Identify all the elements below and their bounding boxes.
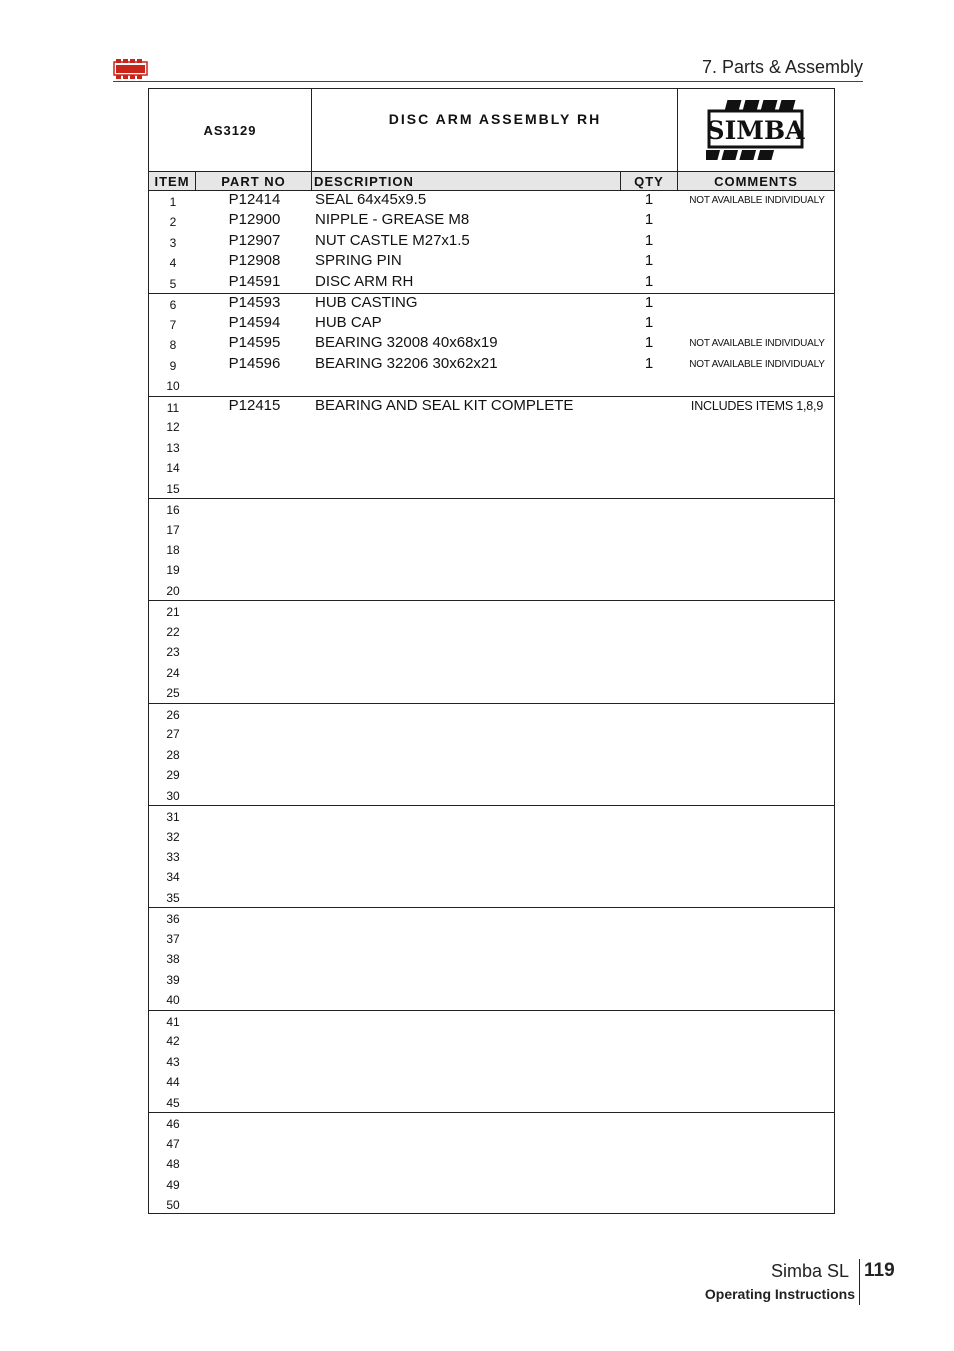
part-description: SPRING PIN xyxy=(315,252,402,270)
part-description: BEARING 32206 30x62x21 xyxy=(315,354,498,372)
table-row xyxy=(149,1092,834,1112)
item-number: 33 xyxy=(166,850,180,864)
part-quantity: 1 xyxy=(644,252,654,270)
table-row xyxy=(149,641,834,661)
table-row xyxy=(149,907,834,927)
part-description: BEARING 32008 40x68x19 xyxy=(315,334,498,352)
table-row xyxy=(149,1010,834,1030)
item-number: 3 xyxy=(169,235,177,250)
item-number: 34 xyxy=(166,870,180,885)
item-number: 30 xyxy=(166,788,180,803)
part-number: P12900 xyxy=(228,211,281,229)
item-number: 20 xyxy=(166,583,180,598)
table-row xyxy=(149,928,834,948)
item-number: 26 xyxy=(166,707,180,722)
table-row xyxy=(149,744,834,764)
table-row xyxy=(149,948,834,968)
part-description: HUB CAP xyxy=(315,313,382,331)
section-title: 7. Parts & Assembly xyxy=(701,57,863,77)
part-description: SEAL 64x45x9.5 xyxy=(315,191,427,208)
table-row xyxy=(149,375,834,395)
part-number: P14596 xyxy=(228,354,281,372)
logo-wordmark: SIMBA xyxy=(706,116,805,145)
item-number: 45 xyxy=(166,1095,180,1110)
item-number: 35 xyxy=(166,890,180,905)
item-number: 29 xyxy=(166,768,180,783)
table-row xyxy=(149,1112,834,1132)
part-number: P14593 xyxy=(228,294,281,312)
item-number: 31 xyxy=(166,810,180,825)
item-number: 50 xyxy=(166,1197,180,1212)
col-item: ITEM xyxy=(149,172,196,190)
item-number: 10 xyxy=(166,379,180,394)
table-row xyxy=(149,498,834,518)
item-number: 25 xyxy=(166,686,180,701)
part-number: P14591 xyxy=(228,272,281,290)
footer-brand: Simba SL xyxy=(771,1261,850,1281)
table-row xyxy=(149,805,834,825)
col-qty: QTY xyxy=(621,172,678,190)
item-number: 28 xyxy=(166,747,180,762)
table-row xyxy=(149,478,834,498)
part-quantity: 1 xyxy=(644,272,654,290)
table-row xyxy=(149,1071,834,1091)
part-quantity: 1 xyxy=(644,191,654,208)
table-row xyxy=(149,1051,834,1071)
table-row xyxy=(149,723,834,743)
item-number: 23 xyxy=(166,645,180,660)
item-number: 1 xyxy=(169,195,177,209)
item-number: 21 xyxy=(166,605,180,620)
item-number: 39 xyxy=(166,972,180,987)
title-band xyxy=(149,89,834,171)
col-part-no: PART NO xyxy=(196,172,312,190)
part-description: BEARING AND SEAL KIT COMPLETE xyxy=(315,396,574,414)
part-number: P12907 xyxy=(228,231,281,249)
item-number: 32 xyxy=(166,829,180,844)
table-row xyxy=(149,191,834,211)
part-quantity: 1 xyxy=(644,334,654,352)
part-number: P14595 xyxy=(228,334,281,352)
item-number: 40 xyxy=(166,993,180,1008)
part-number: P12415 xyxy=(228,396,281,414)
item-number: 27 xyxy=(166,727,180,742)
table-row xyxy=(149,519,834,539)
part-comment: NOT AVAILABLE INDIVIDUALY xyxy=(689,358,825,370)
table-row xyxy=(149,580,834,600)
item-number: 9 xyxy=(169,358,177,373)
part-quantity: 1 xyxy=(644,211,654,229)
item-number: 46 xyxy=(166,1117,180,1132)
table-row xyxy=(149,887,834,907)
item-number: 47 xyxy=(166,1136,180,1151)
table-row xyxy=(149,539,834,559)
part-quantity: 1 xyxy=(644,313,654,331)
column-header-row xyxy=(149,171,834,191)
item-number: 19 xyxy=(166,563,180,578)
item-number: 38 xyxy=(166,952,180,967)
table-row xyxy=(149,785,834,805)
item-number: 6 xyxy=(169,298,177,313)
item-number: 49 xyxy=(166,1177,180,1192)
item-number: 12 xyxy=(166,420,180,435)
item-number: 17 xyxy=(166,522,180,537)
part-number: P12908 xyxy=(228,252,281,270)
part-description: NIPPLE - GREASE M8 xyxy=(315,211,470,229)
table-row xyxy=(149,600,834,620)
col-comments: COMMENTS xyxy=(714,174,798,189)
item-number: 8 xyxy=(169,338,177,353)
item-number: 43 xyxy=(166,1054,180,1069)
part-description: DISC ARM RH xyxy=(315,272,414,290)
item-number: 5 xyxy=(169,276,177,291)
table-row xyxy=(149,764,834,784)
item-number: 18 xyxy=(166,542,180,557)
table-row xyxy=(149,1030,834,1050)
table-row xyxy=(149,682,834,702)
header-divider xyxy=(113,81,863,82)
part-quantity: 1 xyxy=(644,294,654,312)
footer-subtitle: Operating Instructions xyxy=(704,1286,855,1302)
table-row xyxy=(149,1194,834,1214)
part-number: P12414 xyxy=(228,191,281,208)
item-number: 22 xyxy=(166,624,180,639)
part-description: HUB CASTING xyxy=(315,294,418,312)
part-number: P14594 xyxy=(228,313,281,331)
table-row xyxy=(149,314,834,334)
item-number: 11 xyxy=(166,400,180,415)
part-comment: NOT AVAILABLE INDIVIDUALY xyxy=(689,195,825,206)
parts-sheet xyxy=(148,88,835,1214)
item-number: 37 xyxy=(166,931,180,946)
footer-divider xyxy=(859,1259,860,1305)
part-comment: NOT AVAILABLE INDIVIDUALY xyxy=(689,338,825,350)
part-description: NUT CASTLE M27x1.5 xyxy=(315,231,470,249)
table-row xyxy=(149,866,834,886)
table-row xyxy=(149,457,834,477)
table-row xyxy=(149,334,834,354)
col-description: DESCRIPTION xyxy=(312,172,621,190)
table-row xyxy=(149,273,834,293)
table-row xyxy=(149,437,834,457)
part-quantity: 1 xyxy=(644,231,654,249)
item-number: 16 xyxy=(166,503,180,518)
table-row xyxy=(149,989,834,1009)
assembly-title: DISC ARM ASSEMBLY RH xyxy=(388,111,602,127)
item-number: 44 xyxy=(166,1075,180,1090)
table-row xyxy=(149,826,834,846)
item-number: 13 xyxy=(166,440,180,455)
table-row xyxy=(149,846,834,866)
table-row xyxy=(149,559,834,579)
item-number: 4 xyxy=(169,256,177,271)
part-quantity: 1 xyxy=(644,354,654,372)
item-number: 42 xyxy=(166,1034,180,1049)
table-row xyxy=(149,969,834,989)
item-number: 41 xyxy=(166,1014,180,1029)
table-row xyxy=(149,1174,834,1194)
table-row xyxy=(149,211,834,231)
table-row xyxy=(149,703,834,723)
simba-logo-small xyxy=(113,59,148,79)
table-row xyxy=(149,1153,834,1173)
table-row xyxy=(149,232,834,252)
item-number: 14 xyxy=(166,461,180,476)
page-number: 119 xyxy=(864,1260,895,1281)
table-row xyxy=(149,662,834,682)
table-row xyxy=(149,252,834,272)
simba-logo xyxy=(677,89,834,171)
item-number: 24 xyxy=(166,665,180,680)
item-number: 36 xyxy=(166,912,180,927)
assembly-code: AS3129 xyxy=(149,89,312,171)
part-comment: INCLUDES ITEMS 1,8,9 xyxy=(690,398,824,413)
item-number: 7 xyxy=(169,317,177,332)
table-row xyxy=(149,1133,834,1153)
parts-table xyxy=(149,191,834,1214)
table-row xyxy=(149,396,834,416)
item-number: 15 xyxy=(166,481,180,496)
table-row xyxy=(149,416,834,436)
table-row xyxy=(149,355,834,375)
item-number: 48 xyxy=(166,1157,180,1172)
item-number: 2 xyxy=(169,215,177,230)
table-row xyxy=(149,293,834,313)
table-row xyxy=(149,621,834,641)
